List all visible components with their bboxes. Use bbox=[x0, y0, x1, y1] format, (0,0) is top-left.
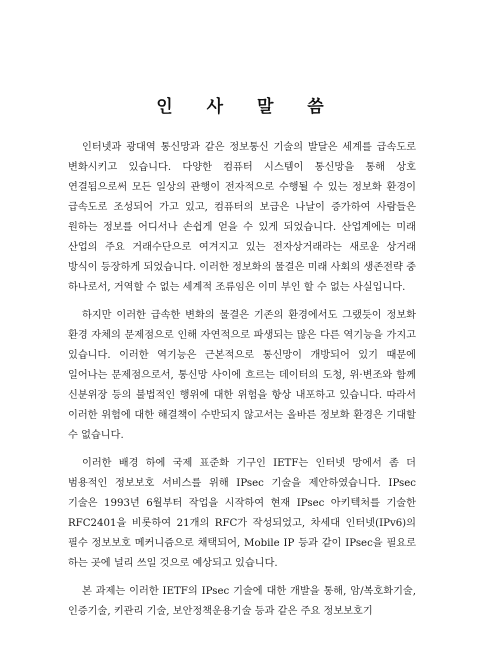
paragraph-2: 하지만 이러한 급속한 변화의 물결은 기존의 환경에서도 그랬듯이 정보화 환경 자체의 문제점으로 인해 자연적으로 파생되는 많은 다른 역기능을 가지고 있습니다. 이러한 역기능은 근본적으로 통신망이 개방되어 있기 때문에 일어나는 문제점으로서, 통신망 사이에 흐르는 데이터의 도청, 위·변조와 함께 신분위장 등의 불법적인 행위에 대한 위험을 항상 내포하고 있습니다. 따라서 이러한 위험에 대한 해결책이 수반되지 않고서는 올바른 정보화 환경은 기대할 수 없습니다. bbox=[68, 310, 416, 441]
body-text bbox=[68, 138, 416, 630]
page-title: 인 사 말 씀 bbox=[156, 97, 338, 117]
paragraph-3: 이러한 배경 하에 국제 표준화 기구인 IETF는 인터넷 망에서 좀 더 범용적인 정보보호 서비스를 위해 IPsec 기술을 제안하였습니다. IPsec 기술은 1993년 6월부터 작업을 시작하여 현재 IPsec 아키텍처를 기술한 RFC2401을 비롯하여 21개의 RFC가 작성되었고, 차세대 인터넷(IPv6)의 필수 정보보호 메커니즘으로 채택되어, Mobile IP 등과 같이 IPsec을 필요로 하는 곳에 널리 쓰일 것으로 예상되고 있습니다. bbox=[68, 458, 416, 569]
paragraph-1: 인터넷과 광대역 통신망과 같은 정보통신 기술의 발달은 세계를 급속도로 변화시키고 있습니다. 다양한 컴퓨터 시스템이 통신망을 통해 상호 연결됨으로써 모든 일상의 관행이 전자적으로 수행될 수 있는 정보화 환경이 급속도로 조성되어 가고 있고, 컴퓨터의 보급은 나날이 증가하여 사람들은 원하는 정보를 어디서나 손쉽게 얻을 수 있게 되었습니다. 산업계에는 미래 산업의 주요 거래수단으로 여겨지고 있는 전자상거래라는 새로운 상거래 방식이 등장하게 되었습니다. 이러한 정보화의 물결은 미래 사회의 생존전략 중 하나로서, 거역할 수 없는 세계적 조류임은 이미 부인 할 수 없는 사실입니다. bbox=[68, 142, 416, 293]
paragraph-4: 본 과제는 이러한 IETF의 IPsec 기술에 대한 개발을 통해, 암/복호화기술, 인증기술, 키관리 기술, 보안정책운용기술 등과 같은 주요 정보보호기 bbox=[68, 586, 416, 617]
